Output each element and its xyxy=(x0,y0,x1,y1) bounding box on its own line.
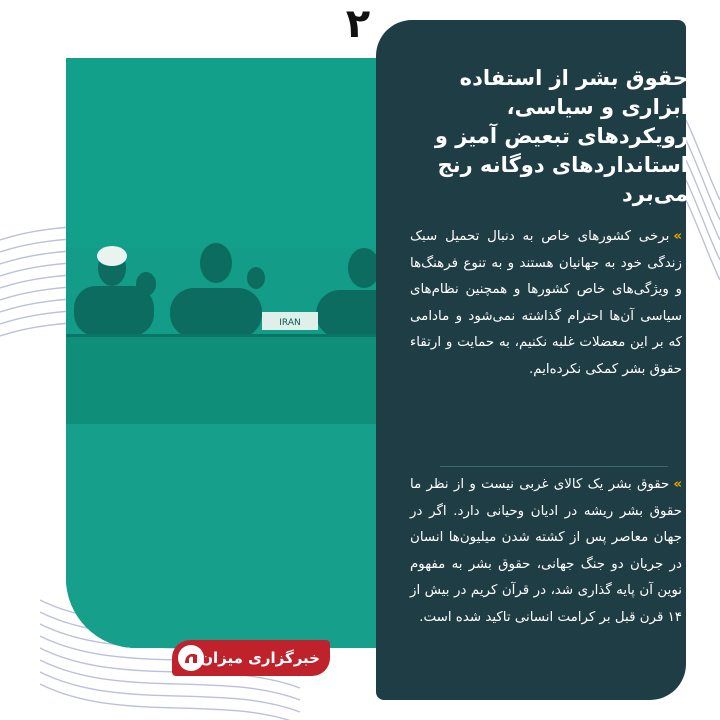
paragraph-1-text: برخی کشورهای خاص به دنبال تحمیل سبک زندگی خود به جهانیان هستند و به تنوع فرهنگ‌ها و ویژگی‌های خاص کشورها و همچنین نظام‌های سیاسی آن‌ها احترام گذاشته نمی‌شود و مادامی که بر این معضلات غلبه نکنیم، به حمایت و ارتقاء حقوق بشر کمکی نکرده‌ایم. xyxy=(410,229,682,377)
conference-photo-illustration xyxy=(66,58,414,648)
page-number: ۲ xyxy=(345,1,371,47)
brand-badge xyxy=(172,640,330,676)
paragraph-2-text: حقوق بشر یک کالای غربی نیست و از نظر ما حقوق بشر ریشه در ادیان وحیانی دارد. اگر در جهان معاصر پس از کشته شدن میلیون‌ها انسان در جریان دو جنگ جهانی، حقوق بشر به مفهوم نوین آن پایه گذاری شد، در قرآن کریم در بیش از ۱۴ قرن قبل بر کرامت انسانی تاکید شده است. xyxy=(410,477,682,625)
paragraph-2 xyxy=(410,472,682,631)
bullet-chevron-icon: » xyxy=(673,477,682,492)
paragraph-1 xyxy=(410,224,682,383)
divider xyxy=(440,466,668,467)
nameplate-text: IRAN xyxy=(279,318,301,328)
headline: حقوق بشر از استفاده ابزاری و سیاسی، رویکردهای تبعیض آمیز و استانداردهای دوگانه رنج می‌برد xyxy=(434,66,688,206)
conference-photo xyxy=(66,58,414,648)
bullet-chevron-icon: » xyxy=(673,229,682,244)
brand-name: خبرگزاری میزان xyxy=(200,649,320,667)
